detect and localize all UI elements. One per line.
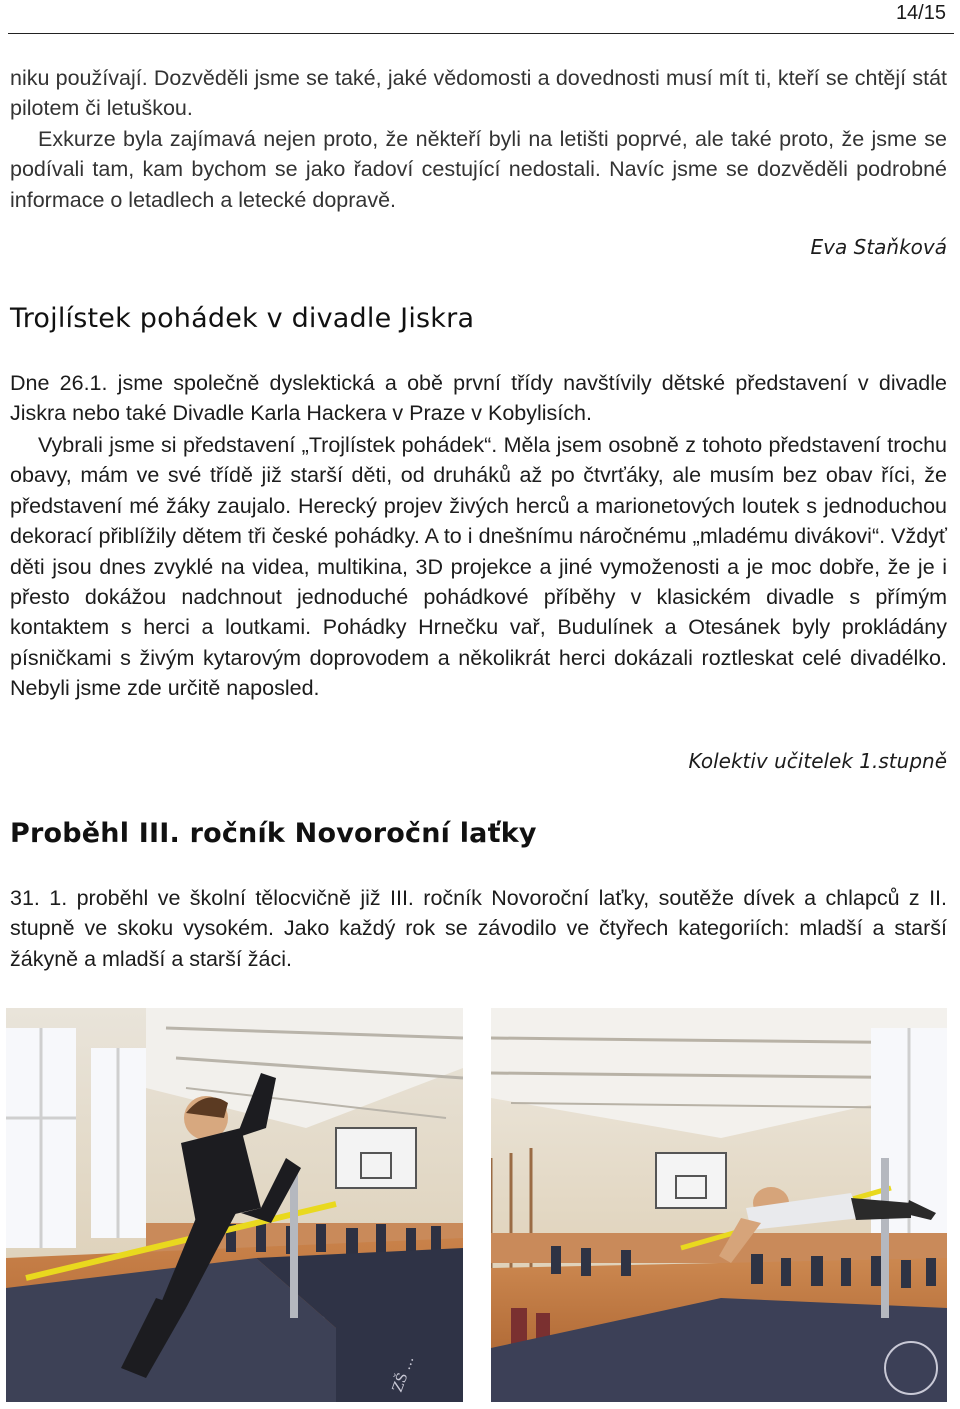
- article1-author: Eva Staňková: [810, 235, 947, 259]
- article2-title: Trojlístek pohádek v divadle Jiskra: [10, 303, 475, 334]
- article2-paragraph-2: Vybrali jsme si představení „Trojlístek pohádek“. Měla jsem osobně z tohoto představení trochu obavy, mám ve své třídě již starší děti, od druháků až po čtvrťáky, ale musím bez obav říci, že představení mé žáky zaujalo. Herecký projev živých herců a marionetových loutek s jednoduchou dekorací přiblížily dětem tři české pohádky. A to i dnešnímu náročnému „mladému divákovi“. Vždyť děti jsou dnes zvyklé na videa, multikina, 3D projekce a jiné vymoženosti a je moc dobře, že je i přesto dokážou nadchnout jednoduché pohádkové příběhy v klasickém divadle s přímým kontaktem s herci a loutkami. Pohádky Hrnečku vař, Budulínek a Otesánek byly prokládány písničkami s živým kytarovým doprovodem a několikrát herci dokázali roztleskat celé divadélko. Nebyli jsme zde určitě naposled.: [10, 433, 947, 701]
- article3-title: Proběhl III. ročník Novoroční laťky: [10, 818, 537, 849]
- svg-text:ZŠ ...: ZŠ ...: [389, 1354, 418, 1395]
- high-jump-photo-boy: [491, 1008, 947, 1402]
- header-rule: [8, 33, 954, 34]
- high-jump-photo-girl: [6, 1008, 463, 1402]
- article1-paragraph-1: niku používají. Dozvěděli jsme se také, jaké vědomosti a dovednosti musí mít ti, kteří se chtějí stát pilotem či letuškou.: [10, 66, 947, 121]
- article2-author: Kolektiv učitelek 1.stupně: [688, 749, 947, 773]
- article1-paragraph-2: Exkurze byla zajímavá nejen proto, že někteří byli na letišti poprvé, ale také proto, že jsme se podívali tam, kam bychom se jako řadoví cestující nedostali. Navíc jsme se dozvěděli podrobné informace o letadlech a letecké dopravě.: [10, 127, 947, 212]
- page-number: 14/15: [895, 2, 946, 24]
- article3-paragraph-1: 31. 1. proběhl ve školní tělocvičně již III. ročník Novoroční laťky, soutěže dívek a chlapců z II. stupně ve skoku vysokém. Jako každý rok se závodilo ve čtyřech kategoriích: mladší a starší žákyně a mladší a starší žáci.: [10, 886, 947, 971]
- article2-paragraph-1: Dne 26.1. jsme společně dyslektická a obě první třídy navštívily dětské představení v divadle Jiskra nebo také Divadle Karla Hackera v Praze v Kobylisích.: [10, 371, 947, 426]
